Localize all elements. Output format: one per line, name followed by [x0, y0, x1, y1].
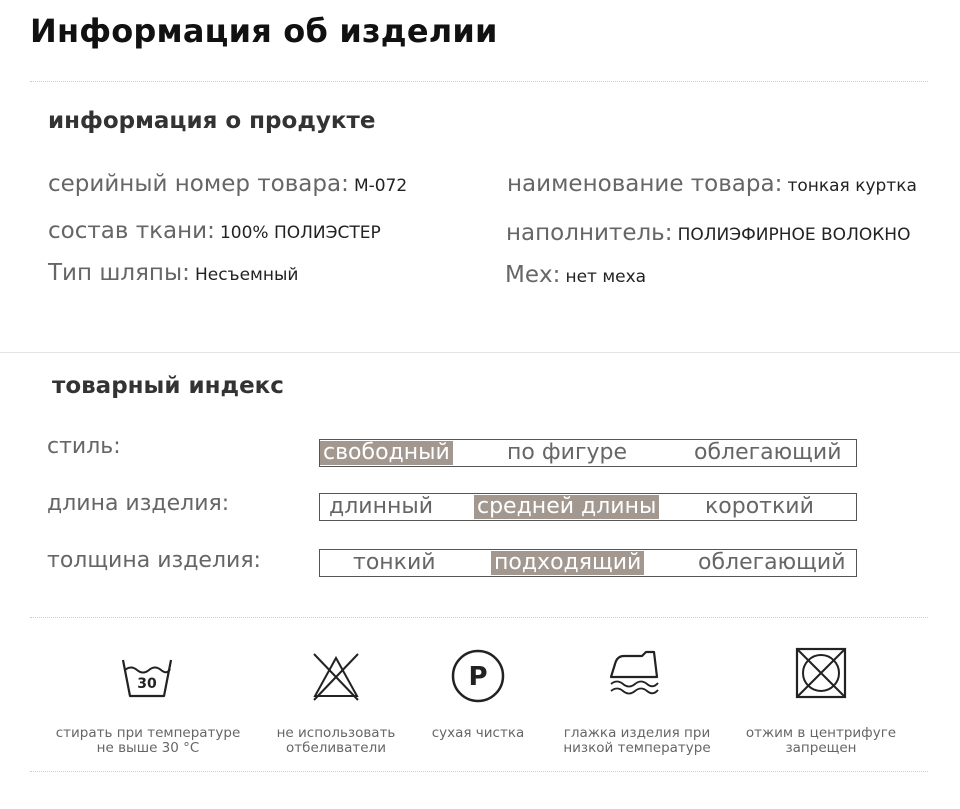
- no-bleach-icon: [310, 652, 362, 702]
- length-option-short: короткий: [705, 494, 814, 519]
- info-label: наполнитель:: [506, 220, 673, 246]
- iron-low-icon: [608, 650, 660, 696]
- no-tumble-dry-icon: [794, 646, 848, 700]
- product-info-heading: информация о продукте: [48, 108, 376, 134]
- length-scale: [319, 493, 857, 521]
- care-caption-line: сухая чистка: [431, 725, 525, 741]
- product-info-fabric: [48, 218, 381, 244]
- wash-30-icon: [120, 656, 174, 702]
- info-label: состав ткани:: [48, 218, 215, 244]
- care-caption-line: не использовать: [276, 725, 396, 741]
- care-caption-line: запрещен: [785, 740, 857, 756]
- info-label: серийный номер товара:: [48, 171, 349, 197]
- product-info-hood: [48, 260, 298, 286]
- care-caption-wash: [48, 726, 248, 756]
- thickness-scale: [319, 549, 857, 577]
- info-value: тонкая куртка: [787, 176, 917, 196]
- care-caption-line: низкой температуре: [563, 740, 711, 756]
- care-caption-line: глажка изделия при: [563, 725, 711, 741]
- style-option-loose: свободный: [320, 441, 453, 465]
- care-caption-line: не выше 30 °C: [96, 740, 200, 756]
- care-caption-line: стирать при температуре: [55, 725, 241, 741]
- info-value: Несъемный: [194, 265, 299, 285]
- info-label: Тип шляпы:: [48, 260, 190, 286]
- care-caption-line: отжим в центрифуге: [745, 725, 897, 741]
- care-caption-dryclean: [418, 726, 538, 741]
- index-label-thickness: толщина изделия:: [47, 548, 261, 573]
- page-title: Информация об изделии: [30, 12, 498, 50]
- info-label: Мех:: [505, 262, 561, 288]
- info-value: нет меха: [565, 267, 647, 287]
- product-info-fur: [505, 262, 646, 288]
- divider: [30, 771, 928, 772]
- dry-clean-letter: P: [468, 662, 488, 692]
- index-label-style: стиль:: [47, 434, 121, 459]
- care-caption-iron: [554, 726, 720, 756]
- product-index-heading: товарный индекс: [52, 373, 284, 399]
- divider: [30, 81, 928, 82]
- care-caption-spin: [740, 726, 902, 756]
- product-info-name: [507, 171, 917, 197]
- wash-temp-text: 30: [137, 676, 157, 692]
- dry-clean-p-icon: [450, 648, 506, 704]
- length-option-medium: средней длины: [474, 495, 659, 519]
- care-caption-bleach: [256, 726, 416, 756]
- length-option-long: длинный: [329, 494, 434, 519]
- thickness-option-thick: облегающий: [698, 550, 846, 575]
- thickness-option-medium: подходящий: [491, 551, 644, 575]
- thickness-option-thin: тонкий: [353, 550, 436, 575]
- style-scale: [319, 439, 857, 467]
- style-option-tight: облегающий: [694, 440, 842, 465]
- product-info-serial: [48, 171, 407, 197]
- info-value: ПОЛИЭФИРНОЕ ВОЛОКНО: [677, 225, 911, 245]
- section-divider: [0, 352, 960, 353]
- style-option-fitted: по фигуре: [507, 440, 628, 465]
- info-value: 100% ПОЛИЭСТЕР: [219, 223, 381, 243]
- care-caption-line: отбеливатели: [286, 740, 386, 756]
- info-value: M-072: [353, 176, 408, 196]
- product-info-filler: [506, 220, 910, 246]
- divider: [30, 617, 928, 618]
- index-label-length: длина изделия:: [47, 491, 230, 516]
- info-label: наименование товара:: [507, 171, 783, 197]
